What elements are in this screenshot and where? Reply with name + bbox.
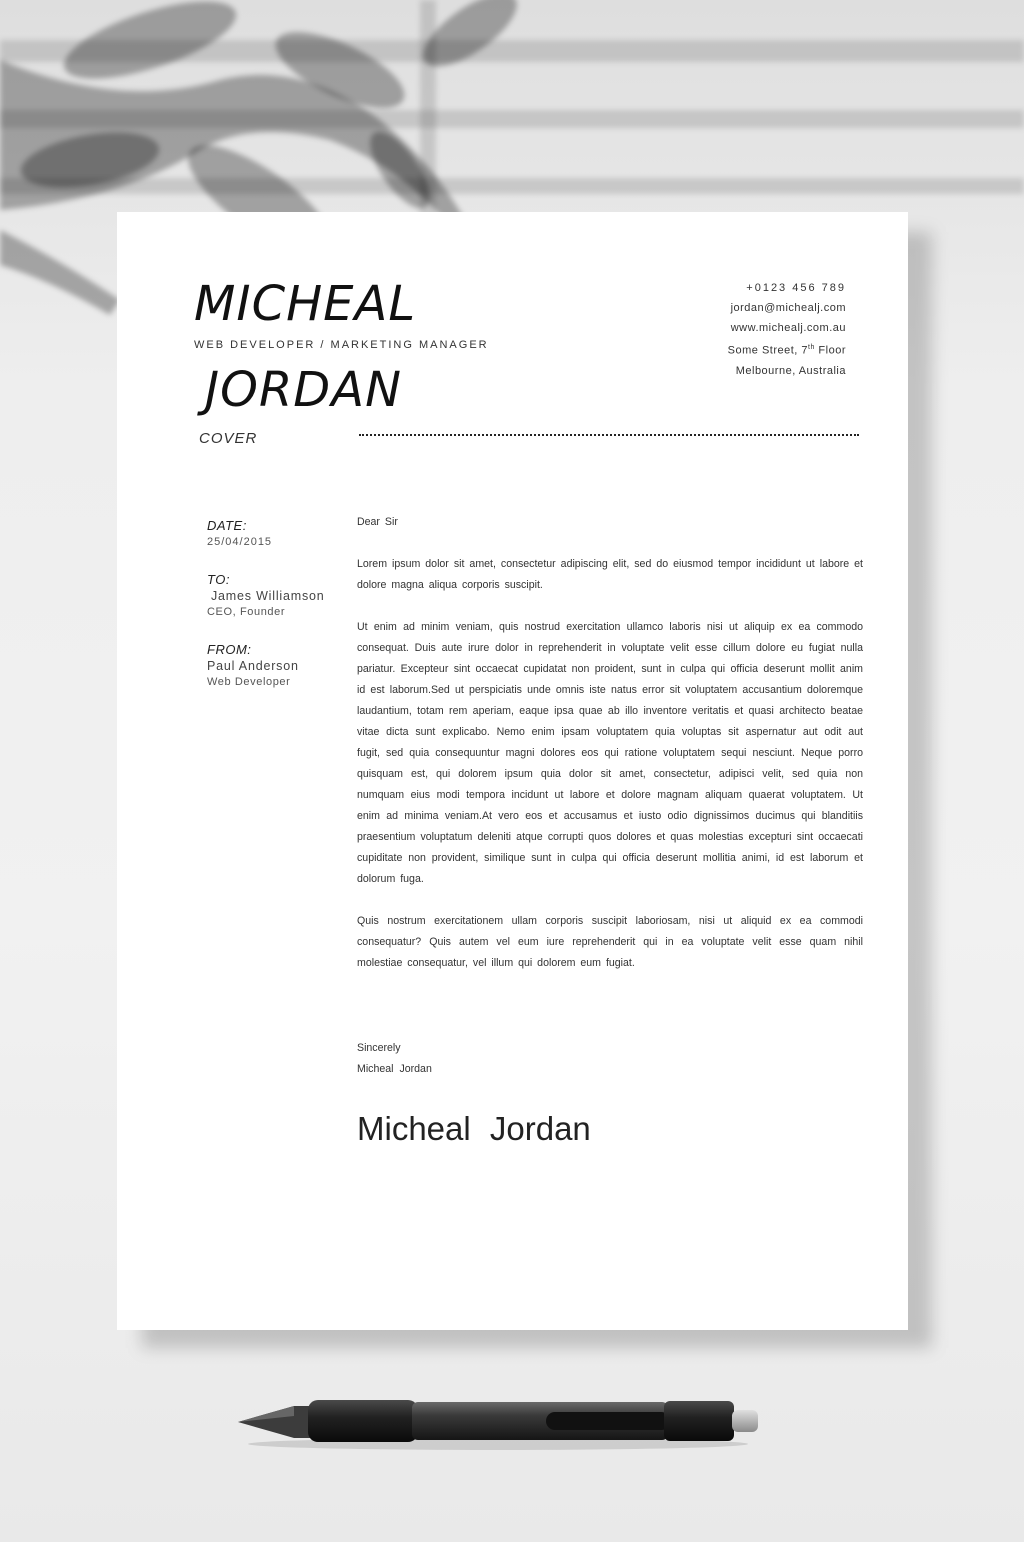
signature: Micheal Jordan (357, 1110, 591, 1147)
to-title: CEO, Founder (207, 606, 286, 618)
date-label: DATE: (207, 518, 247, 533)
from-name: Paul Anderson (207, 659, 299, 673)
from-label: FROM: (207, 642, 252, 657)
contact-address-line2: Melbourne, Australia (735, 364, 846, 377)
address-street: Some Street, 7 (727, 344, 809, 357)
address-floor: Floor (814, 344, 846, 357)
letter-paragraph: Quis nostrum exercitationem ullam corporis suscipit laboriosam, nisi ut aliquid ex ea commodi consequatur? Quis autem vel eum iure reprehenderit qui in ea voluptate velit esse quam nihil molestiae consequatur, vel illum qui dolorem eum fugiat. (357, 915, 863, 969)
contact-email: jordan@michealj.com (730, 302, 846, 314)
closing-name: Micheal Jordan (357, 1063, 432, 1075)
date-value: 25/04/2015 (207, 536, 273, 548)
contact-address-line1 (728, 338, 846, 361)
job-subtitle: WEB DEVELOPER / MARKETING MANAGER (194, 339, 489, 351)
sidebar (207, 518, 337, 712)
to-block (207, 572, 337, 618)
contact-block (728, 278, 846, 381)
letter-paragraph: Ut enim ad minim veniam, quis nostrud exercitation ullamco laboris nisi ut aliquip ex ea commodo consequat. Duis aute irure dolor in reprehenderit in voluptate velit esse cillum dolore eu fugiat nulla pariatur. Excepteur sint occaecat cupidatat non proident, sunt in culpa qui officia deserunt mollit anim id est laborum.Sed ut perspiciatis unde omnis iste natus error sit voluptatem accusantium doloremque laudantium, totam rem aperiam, eaque ipsa quae ab illo inventore veritatis et quasi architecto beatae vitae dicta sunt explicabo. Nemo enim ipsam voluptatem quia voluptas sit aspernatur aut odit aut fugit, sed quia consequuntur magni dolores eos qui ratione voluptatem sequi nesciunt. Neque porro quisquam est, qui dolorem ipsum quia dolor sit amet, consectetur, adipisci velit, sed quia non numquam eius modi tempora incidunt ut labore et dolore magnam aliquam quaerat voluptatem. Ut enim ad minima veniam.At vero eos et accusamus et iusto odio dignissimos ducimus qui blanditiis praesentium voluptatum deleniti atque corrupti quos dolores et quas molestias excepturi sint occaecati cupiditate non provident, similique sunt in culpa qui officia deserunt mollitia animi, id est laborum et dolorum fuga. (357, 621, 863, 885)
name-first: MICHEAL (194, 276, 417, 332)
to-name: James Williamson (211, 589, 325, 603)
address-floor-suffix: th (808, 344, 815, 351)
section-label: COVER (199, 430, 258, 447)
cover-letter-page (117, 212, 908, 1330)
closing-word: Sincerely (357, 1042, 401, 1054)
date-block (207, 518, 337, 548)
name-last: JORDAN (205, 362, 402, 418)
from-title: Web Developer (207, 676, 291, 688)
letter-closing (357, 1038, 432, 1080)
letter-body (357, 512, 863, 995)
letter-greeting: Dear Sir (357, 516, 398, 528)
name-last-clip (205, 362, 435, 418)
contact-phone: +0123 456 789 (746, 282, 846, 294)
contact-website: www.michealj.com.au (730, 322, 846, 334)
from-block (207, 642, 337, 688)
pen-icon (236, 1396, 760, 1452)
section-divider (359, 434, 859, 436)
to-label: TO: (207, 572, 230, 587)
letter-paragraph: Lorem ipsum dolor sit amet, consectetur adipiscing elit, sed do eiusmod tempor incididunt ut labore et dolore magna aliqua corporis suscipit. (357, 558, 863, 591)
